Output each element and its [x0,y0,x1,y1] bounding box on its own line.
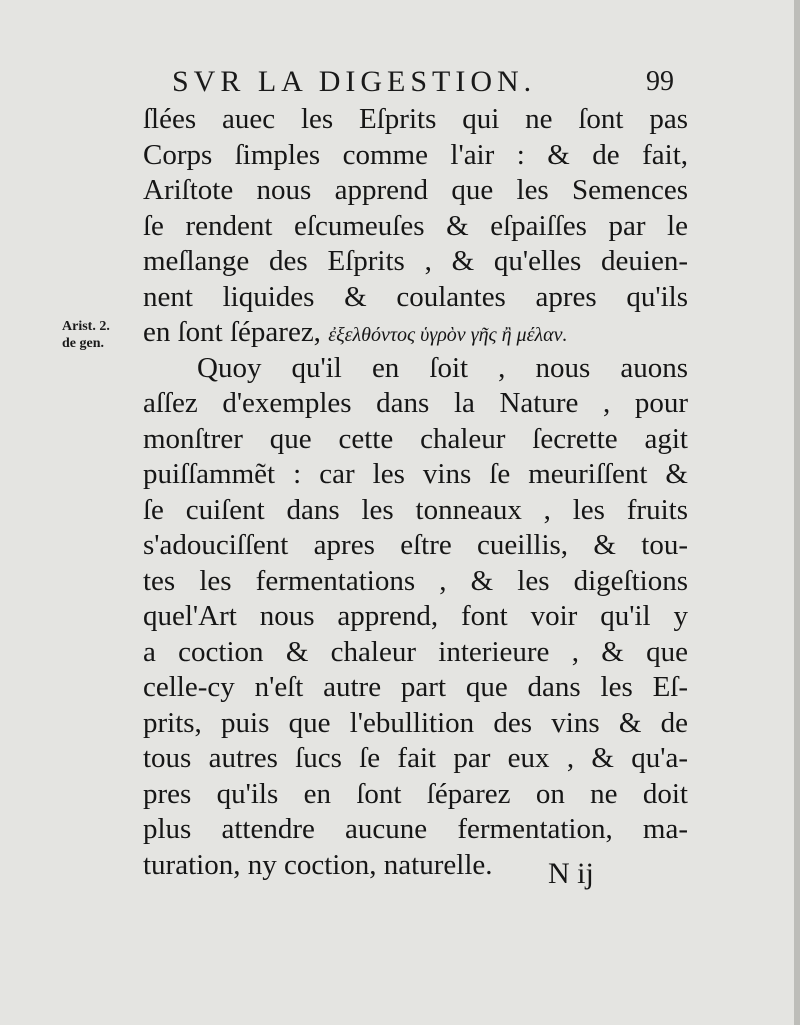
text-line: celle-cy n'eſt autre part que dans les Eſ- [143,671,688,703]
text-line-with-quote [143,315,688,351]
text-line: ſlées auec les Eſprits qui ne ſont pas [143,103,688,135]
text-line: tous autres ſucs ſe fait par eux , & qu'a- [143,742,688,774]
page-number: 99 [646,66,674,97]
paragraph-first-line: Quoy qu'il en ſoit , nous auons [197,351,688,384]
text-line: plus attendre aucune fermentation, ma- [143,813,688,845]
margin-note-line: de gen. [62,336,104,351]
text-line: a coction & chaleur interieure , & que [143,635,688,668]
text-line: quel'Art nous apprend, font voir qu'il y [143,600,688,632]
margin-note [62,318,142,352]
margin-note-line: Arist. 2. [62,319,110,334]
signature-mark: N ij [548,857,594,890]
running-head [172,62,692,102]
text-line: s'adouciſſent apres eſtre cueillis, & tou- [143,529,688,561]
text-line: puiſſammẽt : car les vins ſe meuriſſent & [143,458,688,490]
text-line: monſtrer que cette chaleur ſecrette agit [143,422,688,455]
text-line: nent liquides & coulantes apres qu'ils [143,280,688,313]
text-line: ſe cuiſent dans les tonneaux , les fruits [143,493,688,526]
text-line: pres qu'ils en ſont ſéparez on ne doit [143,777,688,810]
text-line: tes les fermentations , & les digeſtions [143,564,688,597]
text-line: Corps ſimples comme l'air : & de fait, [143,138,688,171]
text-line: aſſez d'exemples dans la Nature , pour [143,387,688,419]
text-line: turation, ny coction, naturelle. [143,848,493,881]
text-line: en ſont ſéparez, [143,316,321,348]
text-line: prits, puis que l'ebullition des vins & de [143,706,688,739]
text-line: Ariſtote nous apprend que les Semences [143,174,688,206]
running-title: SVR LA DIGESTION. [172,65,537,98]
greek-quote: ἐξελθόντος ὑγρὸν γῆς ἢ μέλαν. [328,324,568,346]
body-text [143,102,688,883]
text-line: ſe rendent eſcumeuſes & eſpaiſſes par le [143,209,688,242]
text-line: meſlange des Eſprits , & qu'elles deuien- [143,245,688,277]
